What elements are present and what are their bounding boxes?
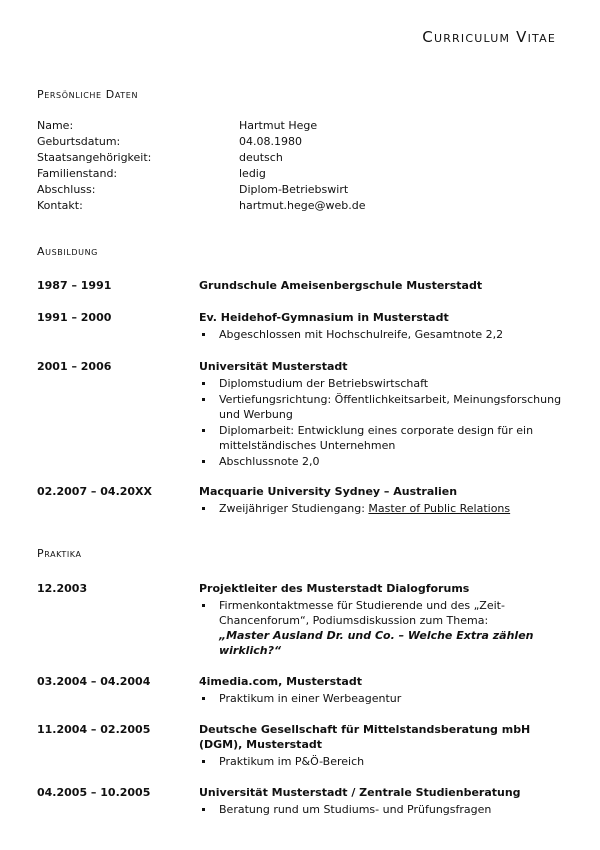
entry-date: 11.2004 – 02.2005 [37,723,151,736]
program-link[interactable]: Master of Public Relations [368,502,511,515]
entry-body [199,674,577,707]
entry-date: 03.2004 – 04.2004 [37,675,151,688]
bullet-list [199,501,577,516]
entry-body [199,359,577,470]
personal-data [37,118,577,214]
label-contact: Kontakt: [37,199,83,212]
entry-title: Universität Musterstadt [199,360,348,373]
bullet-list [199,598,577,658]
list-item: Abschlussnote 2,0 [199,454,577,469]
list-item: Beratung rund um Studiums- und Prüfungsfragen [199,802,577,817]
entry-body [199,785,577,818]
list-item: Abgeschlossen mit Hochschulreife, Gesamtnote 2,2 [199,327,577,342]
list-item: Praktikum im P&Ö-Bereich [199,754,577,769]
personal-heading: Persönliche Daten [37,88,139,101]
entry-date: 1987 – 1991 [37,279,112,292]
entry-title: Grundschule Ameisenbergschule Musterstadt [199,279,483,292]
bullet-text: Zweijähriger Studiengang: [219,502,369,515]
education-entry [37,359,577,470]
entry-date: 02.2007 – 04.20XX [37,485,153,498]
value-contact: hartmut.hege@web.de [239,199,366,212]
entry-body [199,278,577,293]
entry-body [199,581,577,659]
entry-date: 2001 – 2006 [37,360,112,373]
entry-title: Universität Musterstadt / Zentrale Studienberatung [199,786,521,799]
education-entry [37,484,577,517]
education-heading: Ausbildung [37,245,98,258]
entry-date: 12.2003 [37,582,88,595]
entry-title: Macquarie University Sydney – Australien [199,485,458,498]
label-name: Name: [37,119,74,132]
entry-date: 04.2005 – 10.2005 [37,786,151,799]
list-item: Praktikum in einer Werbeagentur [199,691,577,706]
list-item: Vertiefungsrichtung: Öffentlichkeitsarbeit, Meinungsforschung und Werbung [199,392,577,422]
bullet-text: Firmenkontaktmesse für Studierende und des „Zeit-Chancenforum“, Podiumsdiskussion zum Thema: [219,599,505,627]
entry-date: 1991 – 2000 [37,311,112,324]
list-item [199,501,577,516]
value-nationality: deutsch [239,151,283,164]
education-entry [37,278,577,293]
label-birthdate: Geburtsdatum: [37,135,121,148]
value-birthdate: 04.08.1980 [239,135,302,148]
value-name: Hartmut Hege [239,119,318,132]
entry-title: 4imedia.com, Musterstadt [199,675,362,688]
personal-row [37,198,577,214]
education-entry [37,310,577,343]
internship-entry [37,785,577,818]
entry-body [199,722,577,770]
personal-row [37,150,577,166]
bullet-list [199,327,577,342]
personal-row [37,182,577,198]
value-marital-status: ledig [239,167,266,180]
discussion-topic: „Master Ausland Dr. und Co. – Welche Extra zählen wirklich?“ [219,629,534,657]
internships-heading: Praktika [37,547,82,560]
label-marital-status: Familienstand: [37,167,118,180]
bullet-list [199,691,577,706]
value-degree: Diplom-Betriebswirt [239,183,349,196]
entry-title: Ev. Heidehof-Gymnasium in Musterstadt [199,311,449,324]
entry-title: Deutsche Gesellschaft für Mittelstandsberatung mbH (DGM), Musterstadt [199,723,531,751]
personal-row [37,166,577,182]
entry-body [199,484,577,517]
list-item: Diplomarbeit: Entwicklung eines corporate design für ein mittelständisches Unternehmen [199,423,577,453]
label-degree: Abschluss: [37,183,96,196]
entry-body [199,310,577,343]
internship-entry [37,722,577,770]
bullet-list [199,376,577,469]
list-item [199,598,577,658]
internship-entry [37,674,577,707]
personal-row [37,118,577,134]
internship-entry [37,581,577,659]
label-nationality: Staatsangehörigkeit: [37,151,152,164]
entry-title: Projektleiter des Musterstadt Dialogforums [199,582,470,595]
document-title: Curriculum Vitae [422,28,556,46]
personal-row [37,134,577,150]
bullet-list [199,754,577,769]
bullet-list [199,802,577,817]
list-item: Diplomstudium der Betriebswirtschaft [199,376,577,391]
